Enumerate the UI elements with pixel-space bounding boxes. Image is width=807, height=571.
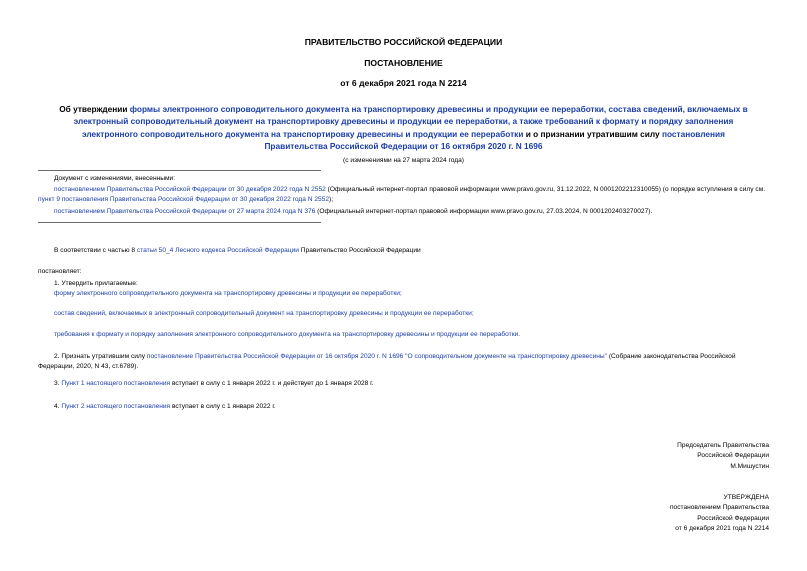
change-1-link[interactable]: постановлением Правительства Российской Федерации от 30 декабря 2022 года N 2552 — [54, 186, 326, 193]
amended-note: (с изменениями на 27 марта 2024 года) — [343, 157, 464, 164]
approval-line-2: Российской Федерации — [697, 514, 769, 522]
change-1-text: (Официальный интернет-портал правовой информации www.pravo.gov.ru, 31.12.2022, N 0001202212310055) (о порядке — [325, 186, 696, 193]
point-4-num: 4. — [54, 403, 62, 410]
divider-bottom — [38, 222, 321, 223]
basis-text-1: В соответствии с частью 8 — [54, 247, 137, 254]
approval-line-1: постановлением Правительства — [669, 504, 769, 512]
changes-intro: Документ с изменениями, внесенными: — [54, 175, 176, 182]
change-1-text2: вступления в силу см. — [697, 186, 766, 193]
point-3-text: вступает в силу с 1 января 2022 г. и действует до 1 января 2028 г. — [170, 380, 374, 387]
point-2-link[interactable]: постановление Правительства Российской Федерации от 16 октября 2020 г. N 1696 "О сопроводительном документе на транспортировку древесины" — [146, 353, 608, 360]
signature-block — [677, 441, 769, 472]
point-1-item-form[interactable]: форму электронного сопроводительного документа на транспортировку древесины и продукции ее переработки; — [54, 290, 402, 297]
point-1-item-requirements[interactable]: требования к формату и порядку заполнения электронного сопроводительного документа на транспортировку древесины и продукции ее переработки. — [54, 331, 521, 338]
signature-position: Председатель Правительства — [677, 442, 769, 449]
decides-text: постановляет: — [38, 268, 82, 275]
point-4-link[interactable]: Пункт 2 настоящего постановления — [61, 403, 171, 410]
point-1-item-composition[interactable]: состав сведений, включаемых в электронный сопроводительный документ на транспортировку древесины и продукции ее переработки; — [54, 310, 474, 317]
signature-country: Российской Федерации — [697, 452, 769, 460]
approval-block — [670, 493, 769, 535]
basis-paragraph — [54, 247, 421, 254]
approval-line-3: от 6 декабря 2021 года N 2214 — [675, 525, 769, 533]
point-4 — [54, 403, 276, 410]
document-date-number: от 6 декабря 2021 года N 2214 — [340, 78, 467, 88]
title-text-2: и о признании утратившим силу — [523, 128, 662, 139]
title-link-repealed[interactable]: постановления Правительства Российской Федерации от 16 октября 2020 г. N 1696 — [264, 128, 725, 152]
point-3 — [54, 380, 374, 387]
basis-text-2: Правительство Российской Федерации — [298, 247, 421, 254]
point-4-text: вступает в силу с 1 января 2022 г. — [170, 403, 276, 410]
document-type: ПОСТАНОВЛЕНИЕ — [364, 58, 443, 68]
change-1-link2[interactable]: пункт 9 постановления Правительства Российской Федерации от 30 декабря 2022 года N 2552 — [38, 195, 329, 203]
basis-link[interactable]: статьи 50_4 Лесного кодекса Российской Федерации — [136, 247, 299, 254]
approval-title: УТВЕРЖДЕНА — [723, 494, 769, 501]
divider-top — [38, 170, 321, 171]
title-link-form[interactable]: формы электронного сопроводительного документа на транспортировку древесины и продукции ее переработки, состава сведений, включаемых в электронный сопроводительный документ на транспортировку древесины и продукции ее переработки, а также требований к формату и порядку заполнения электронного сопроводительного документа на транспортировку древесины и продукции ее переработки — [73, 104, 748, 139]
point-3-link[interactable]: Пункт 1 настоящего постановления — [61, 380, 171, 387]
title-text-1: Об утверждении — [59, 104, 130, 114]
change-item-1 — [38, 185, 768, 204]
authority-heading: ПРАВИТЕЛЬСТВО РОССИЙСКОЙ ФЕДЕРАЦИИ — [304, 37, 503, 47]
change-item-2 — [54, 208, 652, 215]
point-2-text-2: (Собрание законодательства Российской Федерации, 2020, N 43, ст.6789). — [38, 353, 736, 370]
change-2-link[interactable]: постановлением Правительства Российской Федерации от 27 марта 2024 года N 376 — [54, 208, 316, 215]
point-1: 1. Утвердить прилагаемые: — [54, 280, 138, 287]
change-1-text3: ); — [329, 195, 334, 203]
point-2 — [38, 352, 768, 371]
document-title — [50, 103, 757, 153]
point-3-num: 3. — [54, 380, 62, 387]
signature-name: М.Мишустин — [730, 462, 769, 470]
change-2-text: (Официальный интернет-портал правовой информации www.pravo.gov.ru, 27.03.2024, N 0001202403270027). — [315, 208, 653, 215]
point-2-text-1: 2. Признать утратившим силу — [54, 353, 147, 360]
